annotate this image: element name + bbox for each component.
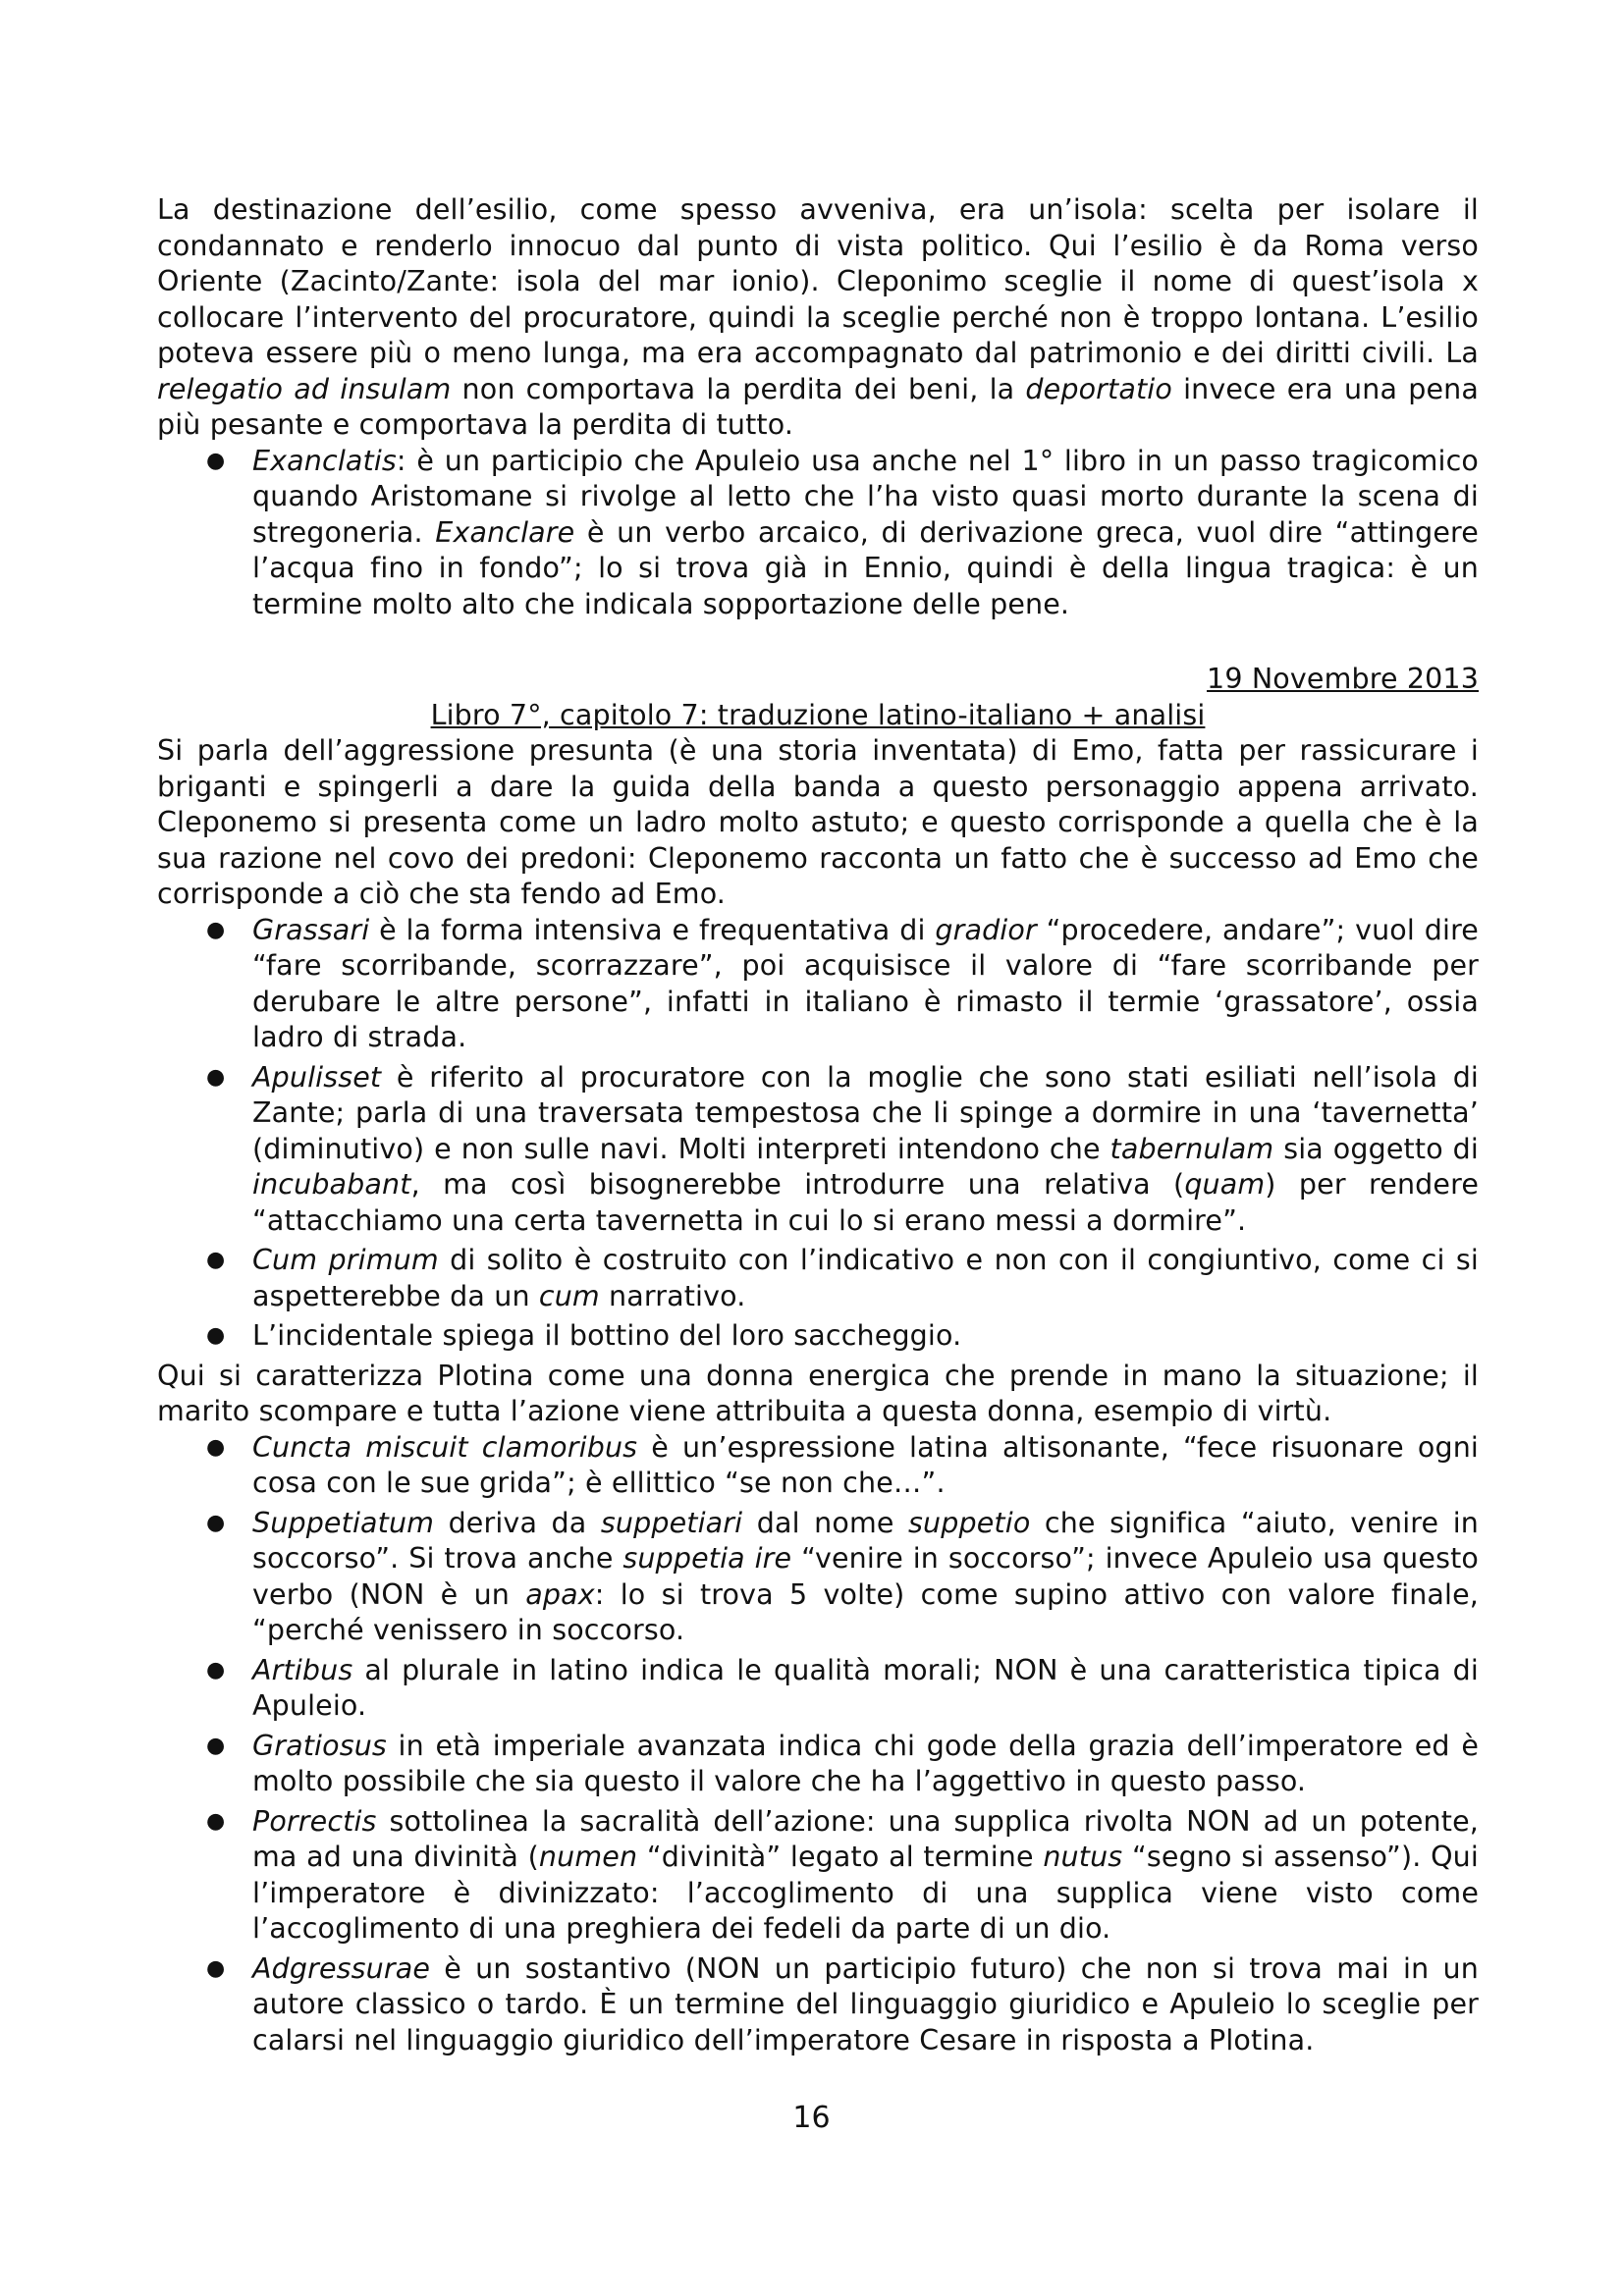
bullet-icon: ● bbox=[206, 448, 226, 473]
term-relegatio: relegatio ad insulam bbox=[157, 372, 452, 405]
list-item: ● Adgressurae è un sostantivo (NON un participio futuro) che non si trova mai in un autore classico o tardo. È un termine del linguaggio giuridico e Apuleio lo sceglie per calarsi nel linguaggio giuridico dell’imperatore Cesare in risposta a Plotina. bbox=[206, 1951, 1479, 2056]
spacer bbox=[157, 626, 1479, 662]
term-deportatio: deportatio bbox=[1025, 372, 1172, 405]
document-page bbox=[157, 192, 1479, 2062]
lesson-date: 19 Novembre 2013 bbox=[1207, 663, 1479, 695]
list-item: ● Cum primum di solito è costruito con l’indicativo e non con il congiuntivo, come ci si aspetterebbe da un cum narrativo. bbox=[206, 1244, 1479, 1312]
list-item: ● Gratiosus in età imperiale avanzata indica chi gode della grazia dell’imperatore ed è molto possibile che sia questo il valore che ha l’aggettivo in questo passo. bbox=[206, 1729, 1479, 1797]
bullet-icon: ● bbox=[206, 1434, 226, 1460]
list-item: ● L’incidentale spiega il bottino del loro saccheggio. bbox=[157, 1318, 1479, 1355]
paragraph-3: Qui si caratterizza Plotina come una donna energica che prende in mano la situazione; il marito scompare e tutta l’azione viene attribuita a questa donna, esempio di virtù. bbox=[157, 1359, 1479, 1427]
intro-paragraph: La destinazione dell’esilio, come spesso avveniva, era un’isola: scelta per isolare il condannato e renderlo innocuo dal punto di vista politico. Qui l’esilio è da Roma verso Oriente (Zacinto/Zante: isola del mar ionio). Cleponimo sceglie il nome di quest’isola x collocare l’intervento del procuratore, quindi la sceglie perché non è troppo lontana. L’esilio poteva essere più o meno lunga, ma era accompagnato dal patrimonio e dei diritti civili. La relegatio ad insulam non comportava la perdita dei beni, la deportatio invece era una pena più pesante e comportava la perdita di tutto. bbox=[157, 193, 1479, 441]
bullet-list-2 bbox=[157, 913, 1479, 1355]
list-item: ● Artibus al plurale in latino indica le qualità morali; NON è una caratteristica tipica di Apuleio. bbox=[206, 1653, 1479, 1722]
list-item: ● Suppetiatum deriva da suppetiari dal nome suppetio che significa “aiuto, venire in soccorso”. Si trova anche suppetia ire “venire in soccorso”; invece Apuleio usa questo verbo (NON è un apax: lo si trova 5 volte) come supino attivo con valore finale, “perché venissero in soccorso. bbox=[206, 1506, 1479, 1646]
list-item: ● Exanclatis: è un participio che Apuleio usa anche nel 1° libro in un passo tragicomico quando Aristomane si rivolge al letto che l’ha visto quasi morto durante la scena di stregoneria. Exanclare è un verbo arcaico, di derivazione greca, vuol dire “attingere l’acqua fino in fondo”; lo si trova già in Ennio, quindi è della lingua tragica: è un termine molto alto che indicala sopportazione delle pene. bbox=[206, 444, 1479, 620]
bullet-icon: ● bbox=[206, 1955, 226, 1981]
bullet-icon: ● bbox=[206, 1510, 226, 1535]
bullet-icon: ● bbox=[206, 917, 226, 942]
bullet-icon: ● bbox=[206, 1657, 226, 1682]
page-number: 16 bbox=[792, 2101, 831, 2135]
paragraph-2: Si parla dell’aggressione presunta (è una storia inventata) di Emo, fatta per rassicurare i briganti e spingerli a dare la guida della banda a questo personaggio appena arrivato. Cleponemo si presenta come un ladro molto astuto; e questo corrisponde a quella che è la sua razione nel covo dei predoni: Cleponemo racconta un fatto che è successo ad Emo che corrisponde a ciò che sta fendo ad Emo. bbox=[157, 734, 1479, 910]
list-item: ● Porrectis sottolinea la sacralità dell’azione: una supplica rivolta NON ad un potente, ma ad una divinità (numen “divinità” legato al termine nutus “segno si assenso”). Qui l’imperatore è divinizzato: l’accoglimento di una supplica viene visto come l’accoglimento di una preghiera dei fedeli da parte di un dio. bbox=[206, 1804, 1479, 1945]
bullet-list-1 bbox=[157, 444, 1479, 623]
bullet-icon: ● bbox=[206, 1323, 226, 1348]
bullet-icon: ● bbox=[206, 1248, 226, 1272]
bullet-icon: ● bbox=[206, 1808, 226, 1834]
bullet-list-3 bbox=[157, 1430, 1479, 2059]
list-item: ● Apulisset è riferito al procuratore con la moglie che sono stati esiliati nell’isola di Zante; parla di una traversata tempestosa che li spinge a dormire in una ‘tavernetta’ (diminutivo) e non sulle navi. Molti interpreti intendono che tabernulam sia oggetto di incubabant, ma così bisognerebbe introdurre una relativa (quam) per rendere “attacchiamo una certa tavernetta in cui lo si erano messi a dormire”. bbox=[206, 1060, 1480, 1237]
section-title: Libro 7°, capitolo 7: traduzione latino-italiano + analisi bbox=[430, 698, 1206, 731]
list-item: ● Grassari è la forma intensiva e frequentativa di gradior “procedere, andare”; vuol dire “fare scorribande, scorrazzare”, poi acquisisce il valore di “fare scorribande per derubare le altre persone”, infatti in italiano è rimasto il termie ‘grassatore’, ossia ladro di strada. bbox=[206, 913, 1479, 1053]
bullet-icon: ● bbox=[206, 1733, 226, 1758]
list-item: ● Cuncta miscuit clamoribus è un’espressione latina altisonante, “fece risuonare ogni cosa con le sue grida”; è ellittico “se non che…”. bbox=[206, 1430, 1479, 1499]
bullet-icon: ● bbox=[206, 1064, 226, 1090]
